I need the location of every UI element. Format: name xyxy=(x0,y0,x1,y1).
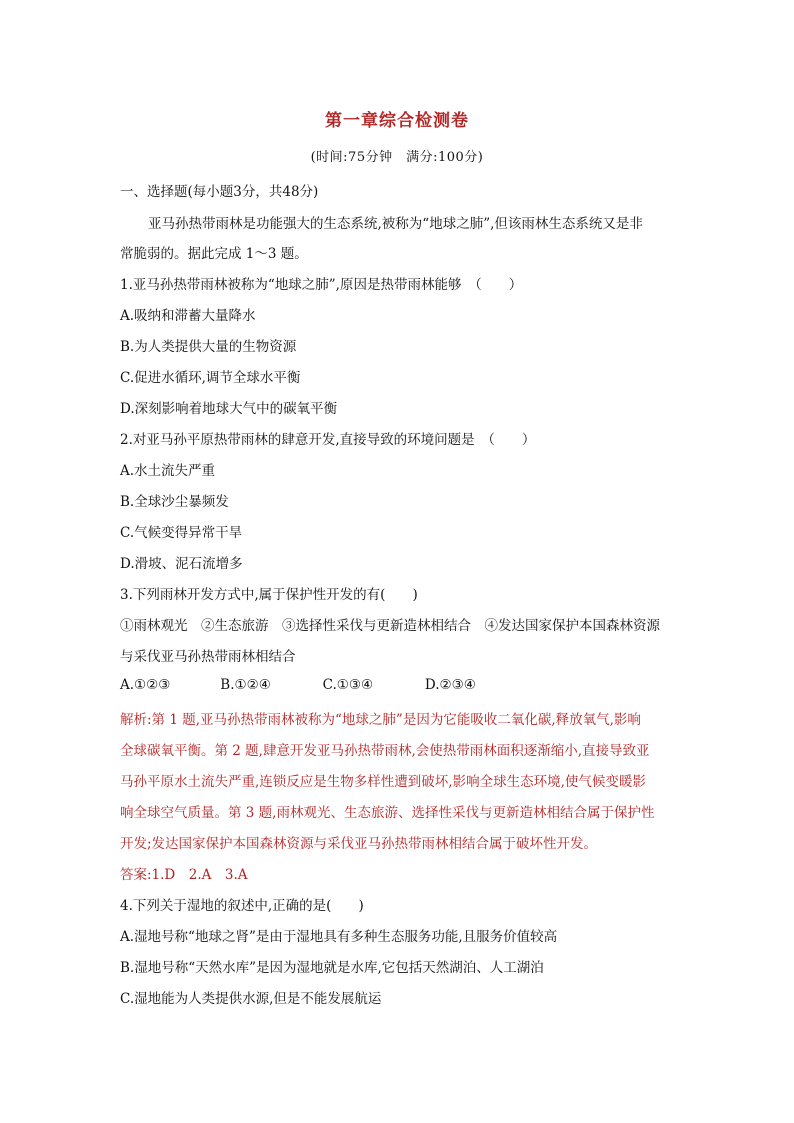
question-2-option-c: C.气候变得异常干旱 xyxy=(120,525,243,541)
question-3-option-a: A.①②③ xyxy=(120,677,171,693)
question-3-items-line-1: ①雨林观光 ②生态旅游 ③选择性采伐与更新造林相结合 ④发达国家保护本国森林资源 xyxy=(120,618,660,634)
question-2-option-d: D.滑坡、泥石流增多 xyxy=(120,556,243,572)
analysis-line-4: 响全球空气质量。第 3 题,雨林观光、生态旅游、选择性采伐与更新造林相结合属于保护性 xyxy=(120,805,655,821)
analysis-line-1: 解析:第 1 题,亚马孙热带雨林被称为“地球之肺”是因为它能吸收二氧化碳,释放氧气,影响 xyxy=(120,712,641,728)
question-3-option-b: B.①②④ xyxy=(220,677,271,693)
question-3-option-d: D.②③④ xyxy=(424,677,476,693)
question-1-option-a: A.吸纳和滞蓄大量降水 xyxy=(120,308,256,324)
exam-info: (时间:75分钟 满分:100分) xyxy=(310,150,484,165)
question-2-option-b: B.全球沙尘暴频发 xyxy=(120,494,229,510)
question-1-option-b: B.为人类提供大量的生物资源 xyxy=(120,339,297,355)
question-4-option-b: B.湿地号称“天然水库”是因为湿地就是水库,它包括天然湖泊、人工湖泊 xyxy=(120,960,544,976)
intro-line-1: 亚马孙热带雨林是功能强大的生态系统,被称为“地球之肺”,但该雨林生态系统又是非 xyxy=(148,216,643,232)
answer-line: 答案:1.D 2.A 3.A xyxy=(120,867,248,883)
section-heading: 一、选择题(每小题3分，共48分) xyxy=(120,184,319,200)
question-3-option-c: C.①③④ xyxy=(322,677,374,693)
question-1-option-d: D.深刻影响着地球大气中的碳氧平衡 xyxy=(120,401,338,417)
analysis-line-3: 马孙平原水土流失严重,连锁反应是生物多样性遭到破坏,影响全球生态环境,使气候变暖影 xyxy=(120,774,646,790)
intro-line-2: 常脆弱的。据此完成 1～3 题。 xyxy=(120,246,308,262)
question-4-stem: 4.下列关于湿地的叙述中,正确的是( ) xyxy=(120,898,364,914)
page-title: 第一章综合检测卷 xyxy=(325,111,469,131)
question-1-option-c: C.促进水循环,调节全球水平衡 xyxy=(120,370,301,386)
analysis-line-5: 开发;发达国家保护本国森林资源与采伐亚马孙热带雨林相结合属于破坏性开发。 xyxy=(120,836,598,852)
analysis-line-2: 全球碳氧平衡。第 2 题,肆意开发亚马孙热带雨林,会使热带雨林面积逐渐缩小,直接导致亚 xyxy=(120,743,650,759)
question-4-option-c: C.湿地能为人类提供水源,但是不能发展航运 xyxy=(120,991,382,1007)
question-3-items-line-2: 与采伐亚马孙热带雨林相结合 xyxy=(120,649,296,665)
question-3-options xyxy=(120,677,476,693)
question-1-stem: 1.亚马孙热带雨林被称为“地球之肺”,原因是热带雨林能够 （ ） xyxy=(120,277,523,293)
question-2-stem: 2.对亚马孙平原热带雨林的肆意开发,直接导致的环境问题是 （ ） xyxy=(120,432,536,448)
question-2-option-a: A.水土流失严重 xyxy=(120,463,216,479)
question-3-stem: 3.下列雨林开发方式中,属于保护性开发的有( ) xyxy=(120,587,418,603)
question-4-option-a: A.湿地号称“地球之肾”是由于湿地具有多种生态服务功能,且服务价值较高 xyxy=(120,929,558,945)
